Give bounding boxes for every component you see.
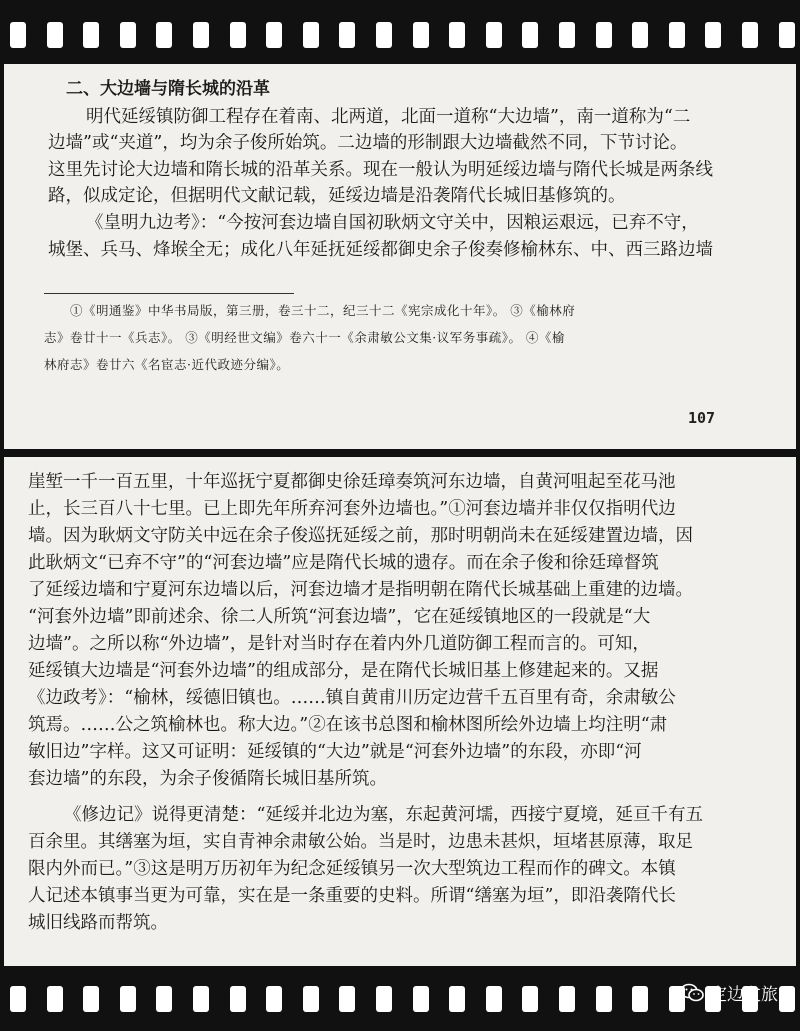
wechat-logo-icon <box>680 983 704 1003</box>
text-line: 崖堑一千一百五里，十年巡抚宁夏都御史徐廷璋奏筑河东边墙，自黄河咀起至花马池 <box>28 472 676 492</box>
sprocket-hole <box>193 22 209 48</box>
sprocket-hole <box>266 22 282 48</box>
section-heading: 二、大边墙与隋长城的沿革 <box>66 79 270 99</box>
sprocket-hole <box>376 22 392 48</box>
text-line: 墙。因为耿炳文守防关中远在余子俊巡抚延绥之前，那时明朝尚未在延绥建置边墙，因 <box>28 526 693 546</box>
sprocket-hole <box>449 22 465 48</box>
sprocket-hole <box>413 986 429 1012</box>
sprocket-hole <box>47 22 63 48</box>
sprocket-hole <box>705 22 721 48</box>
page-number: 107 <box>688 409 716 427</box>
sprocket-hole <box>779 22 795 48</box>
sprocket-hole <box>449 986 465 1012</box>
sprocket-hole <box>83 986 99 1012</box>
sprocket-hole <box>596 986 612 1012</box>
text-line: 《皇明九边考》：“今按河套边墙自国初耿炳文守关中，因粮运艰远，已弃不守， <box>86 213 699 233</box>
sprocket-hole <box>156 22 172 48</box>
sprocket-hole <box>669 22 685 48</box>
film-strip-top <box>0 0 800 64</box>
lower-page-section <box>4 457 796 966</box>
footnote-line: 志》卷廿十一《兵志》。 ③《明经世文编》卷六十一《余肃敏公文集·议军务事疏》。 ④《榆 <box>44 330 565 345</box>
text-line: 筑焉。……公之筑榆林也。称大边。”②在该书总图和榆林图所绘外边墙上均注明“肃 <box>28 715 668 735</box>
watermark <box>680 980 778 1005</box>
sprocket-hole <box>10 22 26 48</box>
scanned-page <box>4 64 796 966</box>
upper-page-section <box>4 64 796 449</box>
text-line: 人记述本镇事当更为可靠，实在是一条重要的史料。所谓“缮塞为垣”，即沿袭隋代长 <box>28 886 676 906</box>
text-line: 明代延绥镇防御工程存在着南、北两道，北面一道称“大边墙”，南一道称为“二 <box>86 107 691 127</box>
sprocket-hole <box>559 22 575 48</box>
text-line: 《修边记》说得更清楚：“延绥并北边为塞，东起黄河壖，西接宁夏境，延亘千有五 <box>64 805 703 825</box>
sprocket-hole <box>742 22 758 48</box>
page-divider <box>4 449 796 457</box>
text-line: 延绥镇大边墙是“河套外边墙”的组成部分，是在隋代长城旧基上修建起来的。又据 <box>28 661 659 681</box>
sprocket-hole <box>559 986 575 1012</box>
sprocket-hole <box>596 22 612 48</box>
sprocket-hole <box>47 986 63 1012</box>
sprocket-hole <box>230 22 246 48</box>
text-line: 边墙”。之所以称“外边墙”，是针对当时存在着内外几道防御工程而言的。可知， <box>28 634 650 654</box>
footnote-rule <box>44 293 294 294</box>
watermark-text: 定边文旅 <box>710 985 778 1005</box>
text-line: 限内外而已。”③这是明万历初年为纪念延绥镇另一次大型筑边工程而作的碑文。本镇 <box>28 859 676 879</box>
sprocket-hole <box>522 22 538 48</box>
sprocket-hole <box>83 22 99 48</box>
sprocket-hole <box>376 986 392 1012</box>
text-line: 敏旧边”字样。这又可证明：延绥镇的“大边”就是“河套外边墙”的东段，亦即“河 <box>28 742 642 762</box>
sprocket-hole <box>193 986 209 1012</box>
text-line: 这里先讨论大边墙和隋长城的沿革关系。现在一般认为明延绥边墙与隋代长城是两条线 <box>48 160 713 180</box>
text-line: 《边政考》：“榆林，绥德旧镇也。……镇自黄甫川历定边营千五百里有奇，余肃敏公 <box>28 688 676 708</box>
sprocket-hole <box>779 986 795 1012</box>
sprocket-hole <box>632 986 648 1012</box>
sprocket-hole <box>522 986 538 1012</box>
sprocket-hole <box>303 986 319 1012</box>
sprocket-hole <box>486 22 502 48</box>
text-line: 此耿炳文“已弃不守”的“河套边墙”应是隋代长城的遗存。而在余子俊和徐廷璋督筑 <box>28 553 659 573</box>
sprocket-hole <box>486 986 502 1012</box>
sprocket-hole <box>230 986 246 1012</box>
text-line: 百余里。其缮塞为垣，实自青神余肃敏公始。当是时，边患未甚炽，垣堵甚原薄，取足 <box>28 832 693 852</box>
text-line: “河套外边墙”即前述余、徐二人所筑“河套边墙”，它在延绥镇地区的一段就是“大 <box>28 607 651 627</box>
sprocket-hole <box>303 22 319 48</box>
text-line: 城堡、兵马、烽堠全无；成化八年延抚延绥都御史余子俊奏修榆林东、中、西三路边墙 <box>48 240 713 260</box>
text-line: 止，长三百八十七里。已上即先年所弃河套外边墙也。”①河套边墙并非仅仅指明代边 <box>28 499 676 519</box>
sprocket-hole <box>413 22 429 48</box>
sprocket-hole <box>339 22 355 48</box>
sprocket-hole <box>156 986 172 1012</box>
sprocket-hole <box>339 986 355 1012</box>
sprocket-hole <box>120 22 136 48</box>
sprocket-hole <box>10 986 26 1012</box>
text-line: 了延绥边墙和宁夏河东边墙以后，河套边墙才是指明朝在隋代长城基础上重建的边墙。 <box>28 580 693 600</box>
footnote-line: ①《明通鉴》中华书局版，第三册，卷三十二，纪三十二《宪宗成化十年》。 ③《榆林府 <box>70 303 576 318</box>
text-line: 路，似成定论，但据明代文献记载，延绥边墙是沿袭隋代长城旧基修筑的。 <box>48 186 626 206</box>
sprocket-hole <box>632 22 648 48</box>
text-line: 边墙”或“夹道”，均为余子俊所始筑。二边墙的形制跟大边墙截然不同，下节讨论。 <box>48 133 688 153</box>
footnote-line: 林府志》卷廿六《名宦志·近代政迹分编》。 <box>44 357 290 372</box>
text-line: 套边墙”的东段，为余子俊循隋长城旧基所筑。 <box>28 769 387 789</box>
text-line: 城旧线路而帮筑。 <box>28 913 168 933</box>
sprocket-hole <box>120 986 136 1012</box>
sprocket-hole <box>266 986 282 1012</box>
